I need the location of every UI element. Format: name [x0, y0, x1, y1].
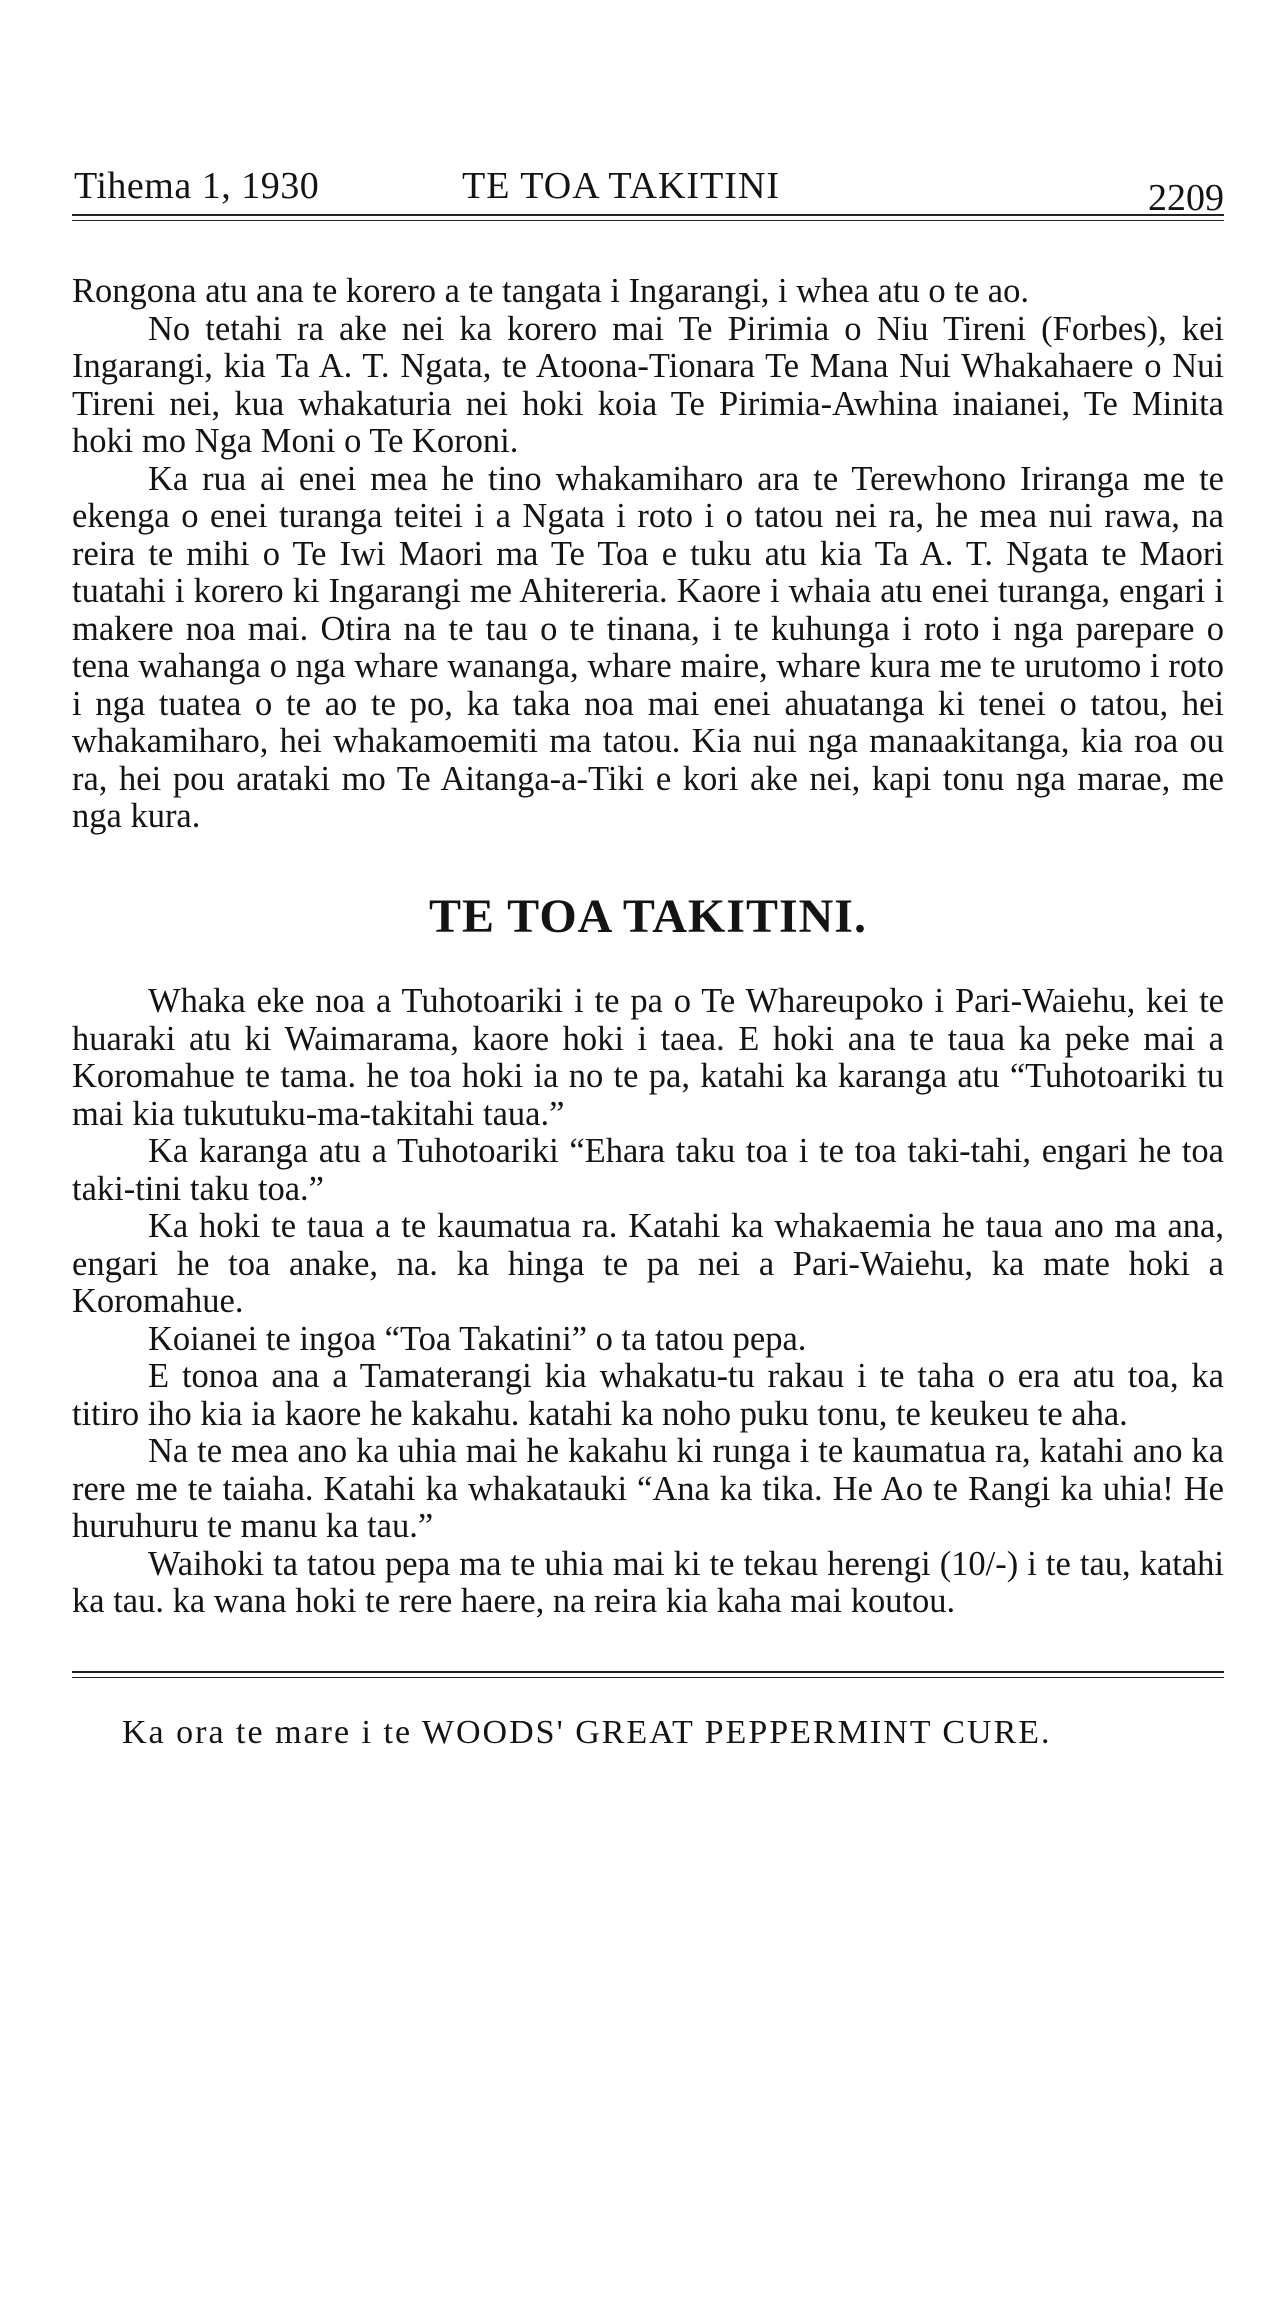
- story-paragraph: Whaka eke noa a Tuhotoariki i te pa o Te Whareupoko i Pari-Waiehu, kei te huaraki atu ki Waimarama, kaore hoki i taea. E hoki ana te taua ka peke mai a Koromahue te tama. he toa hoki ia no te pa, katahi ka karanga atu “Tuhotoariki tu mai kia tukutuku-ma-takitahi taua.”: [72, 982, 1224, 1133]
- section-title: TE TOA TAKITINI.: [429, 889, 867, 943]
- story-section: [72, 983, 1224, 1621]
- newspaper-page: [72, 150, 1224, 1751]
- intro-paragraph: No tetahi ra ake nei ka korero mai Te Pirimia o Niu Tireni (Forbes), kei Ingarangi, kia Ta A. T. Ngata, te Atoona-Tionara Te Mana Nui Whakahaere o Nui Tireni nei, kua whakaturia nei hoki koia Te Pirimia-Awhina inaianei, Te Minita hoki mo Nga Moni o Te Koroni.: [72, 309, 1224, 460]
- story-paragraph: Ka hoki te taua a te kaumatua ra. Katahi ka whakaemia he taua ano ma ana, engari he toa anake, na. ka hinga te pa nei a Pari-Waiehu, ka mate hoki a Koromahue.: [72, 1207, 1224, 1320]
- intro-paragraph: Rongona atu ana te korero a te tangata i Ingarangi, i whea atu o te ao.: [72, 272, 1029, 310]
- story-paragraph: Na te mea ano ka uhia mai he kakahu ki runga i te kaumatua ra, katahi ano ka rere me te taiaha. Katahi ka whakatauki “Ana ka tika. He Ao te Rangi ka uhia! He huruhuru te manu ka tau.”: [72, 1432, 1224, 1545]
- masthead-title: TE TOA TAKITINI: [462, 165, 781, 207]
- page-number: 2209: [1148, 177, 1224, 219]
- advertisement-text: Ka ora te mare i te WOODS' GREAT PEPPERMINT CURE.: [122, 1713, 1052, 1751]
- article-body: [72, 273, 1224, 1621]
- story-paragraph: Ka karanga atu a Tuhotoariki “Ehara taku toa i te toa taki-tahi, engari he toa taki-tini taku toa.”: [72, 1132, 1224, 1208]
- issue-date: Tihema 1, 1930: [74, 165, 320, 207]
- header-rule: [72, 214, 1224, 221]
- story-paragraph: E tonoa ana a Tamaterangi kia whakatu-tu rakau i te taha o era atu toa, ka titiro iho kia ia kaore he kakahu. katahi ka noho puku tonu, te keukeu te aha.: [72, 1357, 1224, 1433]
- page-header: [72, 150, 1224, 219]
- story-paragraph: Koianei te ingoa “Toa Takatini” o ta tatou pepa.: [148, 1319, 807, 1358]
- footer-rule: [72, 1671, 1224, 1678]
- story-paragraph: Waihoki ta tatou pepa ma te uhia mai ki te tekau herengi (10/-) i te tau, katahi ka tau. ka wana hoki te rere haere, na reira kia kaha mai koutou.: [72, 1544, 1224, 1620]
- intro-paragraph: Ka rua ai enei mea he tino whakamiharo ara te Terewhono Iriranga me te ekenga o enei turanga teitei i a Ngata i roto i o tatou nei ra, he mea nui rawa, na reira te mihi o Te Iwi Maori ma Te Toa e tuku atu kia Ta A. T. Ngata te Maori tuatahi i korero ki Ingarangi me Ahitereria. Kaore i whaia atu enei turanga, engari i makere noa mai. Otira na te tau o te tinana, i te kuhunga i roto i nga parepare o tena wahanga o nga whare wananga, whare maire, whare kura me te urutomo i roto i nga tuatea o te ao te po, ka taka noa mai enei ahuatanga ki tenei o tatou, hei whakamiharo, hei whakamoemiti ma tatou. Kia nui nga manaakitanga, kia roa ou ra, hei pou arataki mo Te Aitanga-a-Tiki e kori ake nei, kapi tonu nga marae, me nga kura.: [72, 459, 1224, 835]
